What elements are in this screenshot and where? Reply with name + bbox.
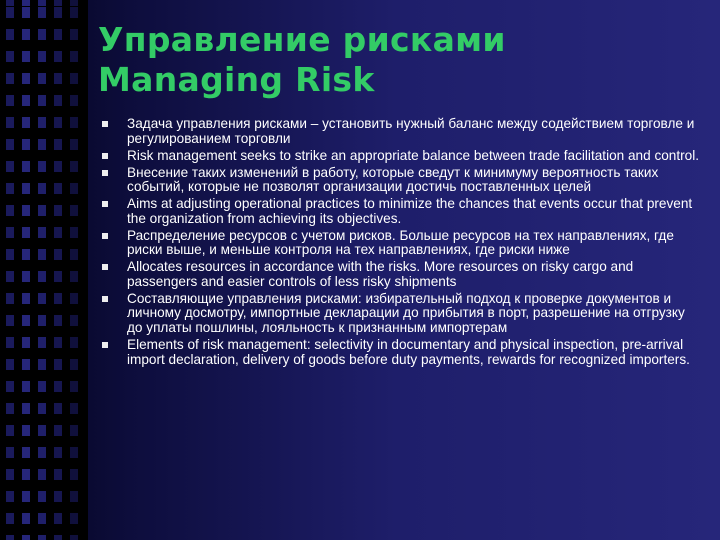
square-bullet-icon <box>102 121 108 127</box>
list-item <box>100 338 700 367</box>
decorative-squares <box>6 0 14 540</box>
list-item <box>100 166 700 195</box>
square-bullet-icon <box>102 264 108 270</box>
bullet-text: Распределение ресурсов с учетом рисков. Больше ресурсов на тех направлениях, где риски выше, и меньше контроля на тех направлениях, где риски ниже <box>127 227 674 258</box>
slide-title <box>98 20 506 100</box>
square-bullet-icon <box>102 153 108 159</box>
list-item <box>100 149 700 164</box>
square-bullet-icon <box>102 170 108 176</box>
decorative-squares <box>38 0 46 540</box>
bullet-text: Задача управления рисками – установить нужный баланс между содействием торговле и регулированием торговли <box>127 116 695 146</box>
list-item <box>100 260 700 289</box>
list-item <box>100 117 700 146</box>
list-item <box>100 197 700 226</box>
slide-title-english: Managing Risk <box>98 60 375 99</box>
bullet-text: Elements of risk management: selectivity in documentary and physical inspection, pre-arrival import declaration, delivery of goods before duty payments, rewards for recognized importers. <box>127 337 690 367</box>
list-item <box>100 292 700 336</box>
bullet-list <box>100 117 700 370</box>
bullet-text: Allocates resources in accordance with the risks. More resources on risky cargo and passengers and easier controls of less risky shipments <box>127 259 634 289</box>
square-bullet-icon <box>102 201 108 207</box>
decorative-square-column <box>0 0 88 540</box>
bullet-text: Risk management seeks to strike an appropriate balance between trade facilitation and control. <box>127 147 700 163</box>
list-item <box>100 229 700 258</box>
bullet-text: Составляющие управления рисками: избирательный подход к проверке документов и личному досмотру, импортные декларации до прибытия в порт, разрешение на отгрузку до уплаты пошлины, лояльность к признанным импортерам <box>127 290 685 336</box>
bullet-text: Aims at adjusting operational practices to minimize the chances that events occur that prevent the organization from achieving its objectives. <box>127 196 693 226</box>
slide-title-russian: Управление рисками <box>98 20 506 59</box>
square-bullet-icon <box>102 233 108 239</box>
decorative-squares <box>54 0 62 540</box>
square-bullet-icon <box>102 342 108 348</box>
square-bullet-icon <box>102 296 108 302</box>
decorative-squares <box>70 0 78 540</box>
decorative-squares <box>22 0 30 540</box>
bullet-text: Внесение таких изменений в работу, которые сведут к минимуму вероятность таких событий, которые не позволят организации достичь поставленных целей <box>127 164 659 195</box>
